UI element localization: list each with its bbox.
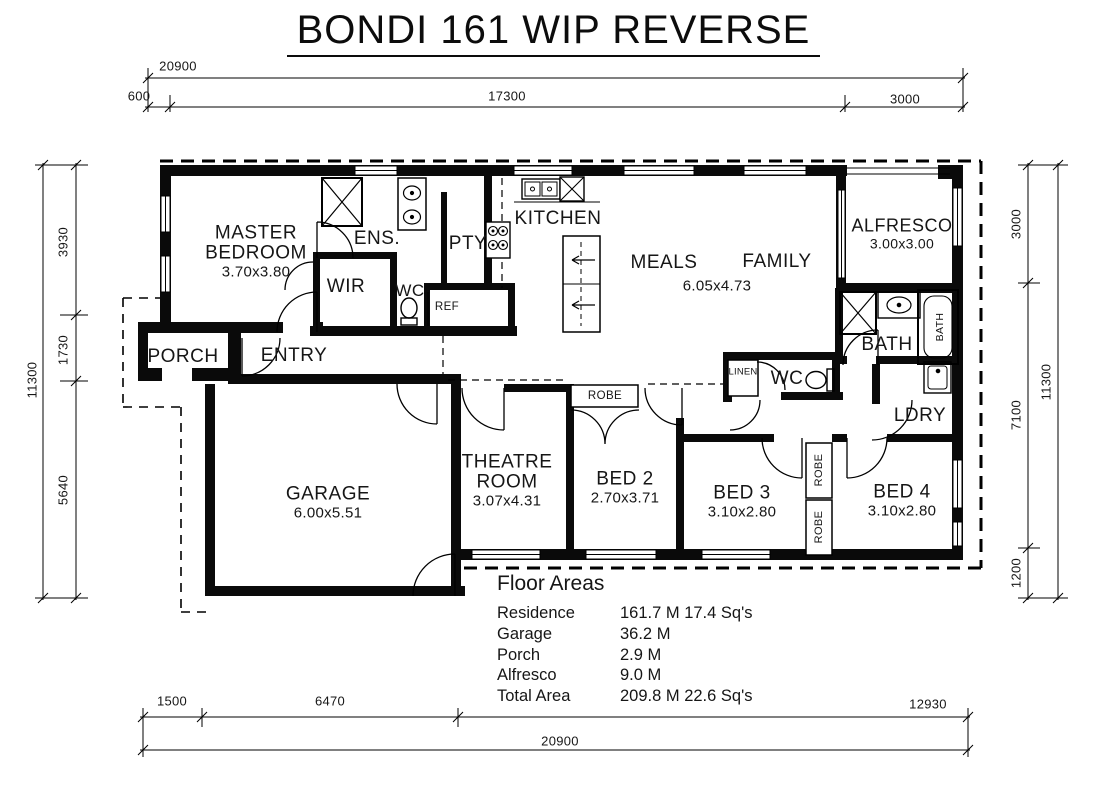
dim-top-17300: 17300	[488, 88, 526, 104]
dim-right-3000: 3000	[1008, 208, 1024, 240]
dim-bottom-total: 20900	[541, 733, 579, 749]
room-label-pty: PTY	[448, 233, 488, 254]
ens-shower-icon	[322, 178, 362, 226]
room-label-linen: LINEN	[728, 366, 758, 378]
dim-left-1730: 1730	[55, 334, 71, 366]
linen-cupboard	[728, 360, 758, 396]
ens-toilet-icon	[401, 298, 417, 325]
room-label-wc-main: WC	[770, 368, 804, 389]
room-label-bed4: BED 4 3.10x2.80	[867, 481, 937, 520]
dim-right-1200: 1200	[1008, 557, 1024, 589]
room-label-alfresco: ALFRESCO 3.00x3.00	[851, 215, 953, 252]
room-label-entry: ENTRY	[260, 345, 328, 366]
kitchen-sink-icon	[522, 177, 584, 201]
dim-top-3000: 3000	[889, 91, 921, 107]
bath-shower-icon	[840, 292, 876, 334]
label-robe-bed3: ROBE	[813, 453, 825, 487]
room-label-kitchen: KITCHEN	[514, 208, 602, 229]
dim-right-7100: 7100	[1008, 399, 1024, 431]
floor-areas-row-total: Total Area 209.8 M 22.6 Sq's	[497, 687, 753, 706]
dim-bottom-12930: 12930	[909, 696, 947, 712]
room-label-master-bedroom: MASTER BEDROOM 3.70x3.80	[205, 222, 307, 281]
floor-areas-row-residence: Residence 161.7 M 17.4 Sq's	[497, 604, 753, 622]
ens-vanity-basins-icon	[398, 178, 426, 230]
room-label-wc-ens: WC	[395, 281, 425, 300]
room-label-theatre: THEATRE ROOM 3.07x4.31	[461, 451, 553, 510]
room-label-meals: MEALS	[630, 252, 698, 273]
floor-areas-row-garage: Garage 36.2 M	[497, 624, 671, 643]
dim-top-total: 20900	[159, 58, 197, 74]
cooktop-icon	[486, 222, 510, 258]
dim-bottom-6470: 6470	[314, 693, 346, 709]
room-label-bath: BATH	[861, 334, 913, 355]
floor-areas-table	[497, 572, 752, 707]
label-ref: REF	[434, 301, 460, 313]
dim-left-5640: 5640	[55, 474, 71, 506]
dim-right-total: 11300	[1038, 363, 1054, 401]
label-robe-bed2: ROBE	[587, 390, 623, 402]
bath-vanity-icon	[878, 292, 920, 318]
room-label-porch: PORCH	[147, 346, 219, 367]
floor-areas-title: Floor Areas	[497, 572, 605, 595]
label-robe-bed4: ROBE	[813, 510, 825, 544]
room-label-wir: WIR	[326, 276, 366, 297]
label-bathtub: BATH	[934, 312, 946, 342]
wc-toilet-icon	[806, 369, 834, 391]
room-label-ens: ENS.	[353, 228, 401, 249]
room-label-garage: GARAGE 6.00x5.51	[285, 483, 371, 522]
room-label-bed2: BED 2 2.70x3.71	[590, 468, 660, 507]
room-label-ldry: LDRY	[893, 405, 947, 426]
kitchen-island-icon	[563, 236, 600, 332]
page-title	[0, 8, 1107, 57]
room-label-bed3: BED 3 3.10x2.80	[707, 482, 777, 521]
dim-left-3930: 3930	[55, 226, 71, 258]
dim-top-600: 600	[127, 88, 151, 104]
room-label-family: FAMILY	[742, 251, 812, 272]
laundry-tub-icon	[924, 362, 951, 393]
plan-title-text: BONDI 161 WIP REVERSE	[287, 8, 821, 57]
dim-left-total: 11300	[24, 361, 40, 399]
room-size-meals-family: 6.05x4.73	[682, 277, 752, 295]
floor-areas-row-alfresco: Alfresco 9.0 M	[497, 666, 662, 685]
dim-bottom-1500: 1500	[156, 693, 188, 709]
floor-areas-row-porch: Porch 2.9 M	[497, 645, 662, 664]
